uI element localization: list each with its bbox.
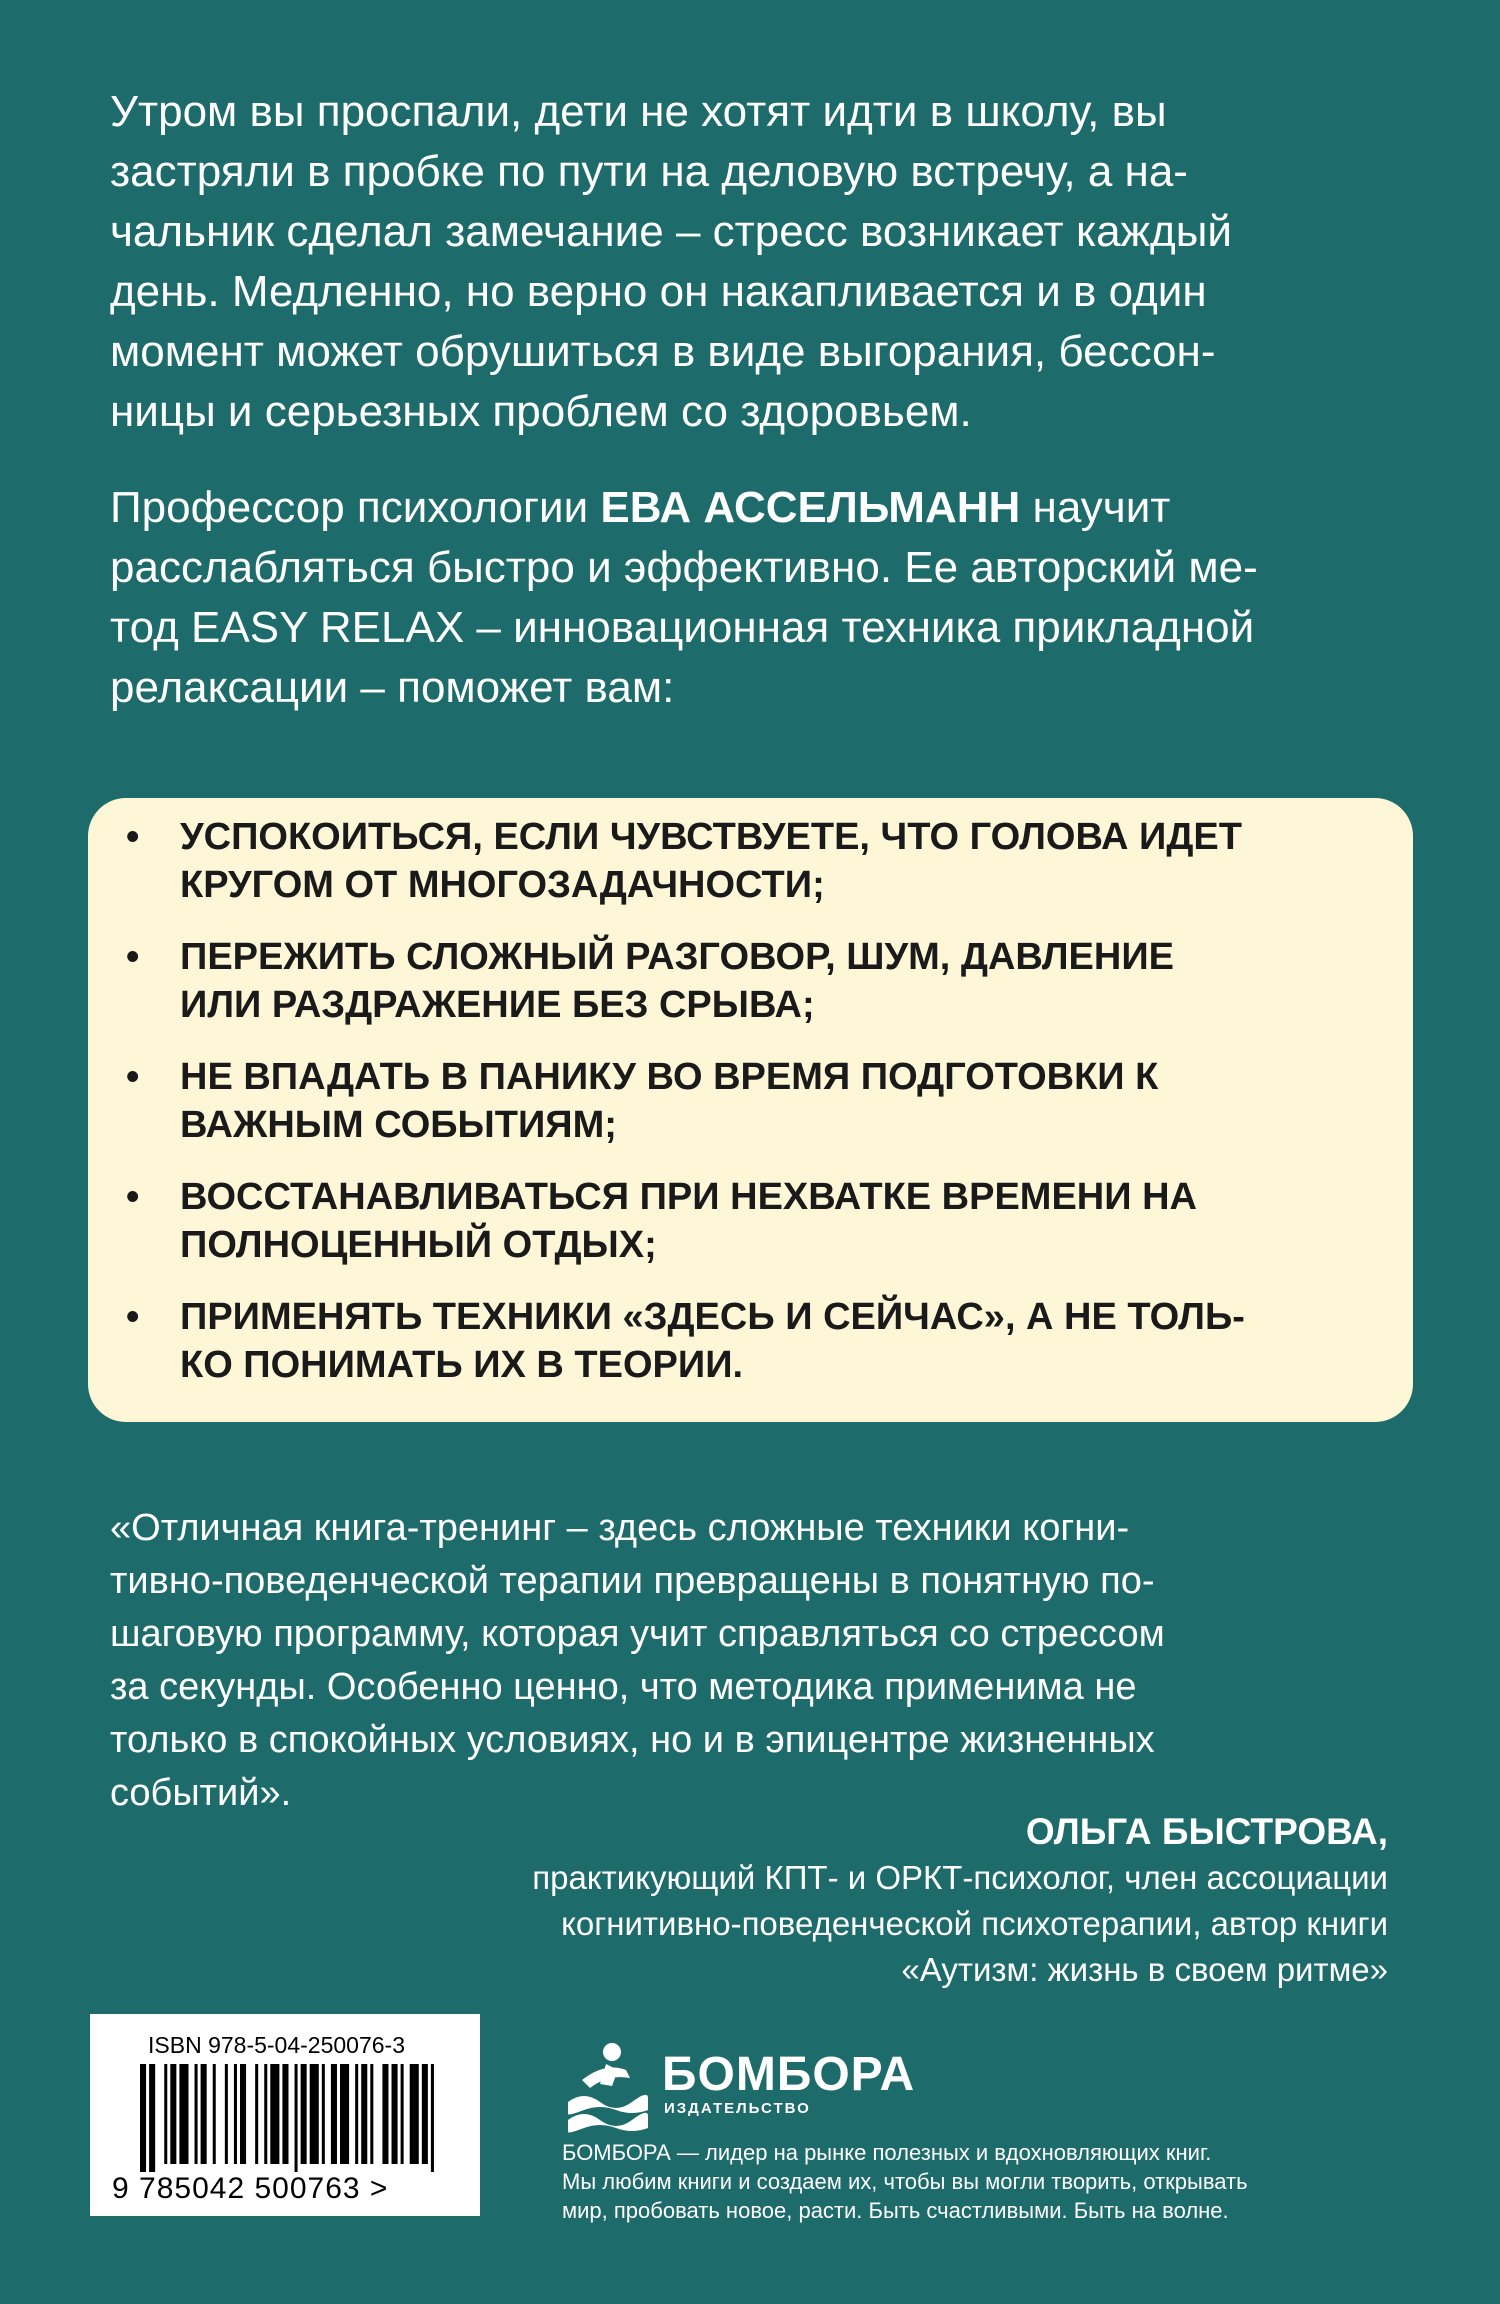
barcode-bar <box>295 2064 298 2172</box>
intro-line: ницы и серьезных проблем со здоровьем. <box>110 387 972 436</box>
barcode-bar <box>392 2064 398 2164</box>
barcode-bar <box>179 2064 188 2164</box>
isbn-number: ISBN 978-5-04-250076-3 <box>148 2032 405 2058</box>
author-line: расслабляться быстро и эффективно. Ее авторский ме- <box>110 543 1258 592</box>
barcode-bar <box>382 2064 388 2164</box>
barcode-bar <box>282 2064 288 2164</box>
benefits-box <box>88 798 1413 1422</box>
barcode-bar <box>213 2064 216 2164</box>
publisher-name: БОМБОРА <box>662 2048 916 2101</box>
barcode-bar <box>310 2064 319 2164</box>
intro-paragraph <box>110 82 1390 442</box>
quote-line: только в спокойных условиях, но и в эпицентре жизненных <box>110 1719 1155 1761</box>
credential-line: «Аутизм: жизнь в своем ритме» <box>901 1951 1388 1988</box>
barcode-bar <box>149 2064 155 2172</box>
barcode-bar <box>401 2064 404 2164</box>
quote-line: событий». <box>110 1772 292 1814</box>
reviewer-credentials <box>532 1855 1388 1993</box>
barcode-bar <box>140 2064 146 2172</box>
barcode-icon <box>140 2064 440 2172</box>
intro-line: момент может обрушиться в виде выгорания, бессон- <box>110 327 1216 376</box>
intro-line: чальник сделал замечание – стресс возникает каждый <box>110 207 1232 256</box>
benefit-line: ПРИМЕНЯТЬ ТЕХНИКИ «ЗДЕСЬ И СЕЙЧАС», А НЕ ТОЛЬ- <box>180 1296 1245 1338</box>
barcode-bar <box>170 2064 176 2164</box>
bombora-wave-surfer-icon <box>560 2040 650 2140</box>
bullet-icon: • <box>126 816 140 858</box>
benefit-line: ВАЖНЫМ СОБЫТИЯМ; <box>180 1104 617 1146</box>
bullet-icon: • <box>126 1056 140 1098</box>
blurb-line: БОМБОРА — лидер на рынке полезных и вдохновляющих книг. <box>562 2140 1212 2165</box>
quote-line: шаговую программу, которая учит справляться со стрессом <box>110 1613 1165 1655</box>
benefit-item <box>126 1053 1373 1149</box>
barcode-bar <box>331 2064 337 2164</box>
author-paragraph <box>110 478 1390 718</box>
barcode-bar <box>340 2064 349 2164</box>
barcode-bar <box>431 2064 434 2172</box>
reviewer-name: ОЛЬГА БЫСТРОВА, <box>1025 1811 1388 1852</box>
author-line-first <box>110 478 1390 538</box>
author-intro-text-after: научит <box>1032 483 1171 532</box>
barcode-bar <box>422 2064 428 2164</box>
publisher-blurb <box>562 2138 1248 2225</box>
barcode-bar <box>201 2064 207 2164</box>
reviewer-attribution <box>532 1809 1388 1993</box>
author-name: ЕВА АССЕЛЬМАНН <box>600 483 1021 532</box>
barcode-bar <box>255 2064 258 2164</box>
credential-line: практикующий КПТ- и ОРКТ-психолог, член ассоциации <box>532 1859 1388 1896</box>
barcode-bar <box>225 2064 228 2164</box>
quote-line: тивно-поведенческой терапии превращены в понятную по- <box>110 1560 1155 1602</box>
barcode-bar <box>240 2064 246 2164</box>
isbn-barcode <box>90 2014 480 2216</box>
credential-line: когнитивно-поведенческой психотерапии, автор книги <box>561 1905 1388 1942</box>
intro-line: Утром вы проспали, дети не хотят идти в школу, вы <box>110 87 1167 136</box>
barcode-bar <box>234 2064 237 2164</box>
benefit-line: КРУГОМ ОТ МНОГОЗАДАЧНОСТИ; <box>180 864 825 906</box>
barcode-bar <box>355 2064 358 2164</box>
benefit-item <box>126 813 1373 909</box>
quote-line: «Отличная книга-тренинг – здесь сложные техники когни- <box>110 1507 1130 1549</box>
author-line: релаксации – поможет вам: <box>110 663 675 712</box>
barcode-bar <box>322 2064 325 2164</box>
benefit-line: УСПОКОИТЬСЯ, ЕСЛИ ЧУВСТВУЕТЕ, ЧТО ГОЛОВА ИДЕТ <box>180 816 1242 858</box>
barcode-bar <box>361 2064 367 2164</box>
blurb-line: мир, пробовать новое, расти. Быть счастливыми. Быть на волне. <box>562 2198 1229 2223</box>
publisher-subtitle: ИЗДАТЕЛЬСТВО <box>664 2100 811 2117</box>
author-line: тод EASY RELAX – инновационная техника прикладной <box>110 603 1255 652</box>
author-intro-text: Профессор психологии <box>110 483 589 532</box>
intro-line: застряли в пробке по пути на деловую встречу, а на- <box>110 147 1188 196</box>
barcode-bar <box>164 2064 167 2164</box>
benefit-item <box>126 1293 1373 1389</box>
barcode-bar <box>264 2064 267 2164</box>
benefit-line: НЕ ВПАДАТЬ В ПАНИКУ ВО ВРЕМЯ ПОДГОТОВКИ К <box>180 1056 1159 1098</box>
barcode-digits: 9 785042 500763 > <box>112 2172 389 2205</box>
benefit-item <box>126 933 1373 1029</box>
bullet-icon: • <box>126 1296 140 1338</box>
bullet-icon: • <box>126 1176 140 1218</box>
benefit-line: ВОССТАНАВЛИВАТЬСЯ ПРИ НЕХВАТКЕ ВРЕМЕНИ НА <box>180 1176 1198 1218</box>
benefit-line: ИЛИ РАЗДРАЖЕНИЕ БЕЗ СРЫВА; <box>180 984 815 1026</box>
blurb-line: Мы любим книги и создаем их, чтобы вы могли творить, открывать <box>562 2169 1248 2194</box>
barcode-bar <box>301 2064 307 2164</box>
barcode-bar <box>270 2064 279 2164</box>
benefit-line: ПЕРЕЖИТЬ СЛОЖНЫЙ РАЗГОВОР, ШУМ, ДАВЛЕНИЕ <box>180 936 1174 978</box>
barcode-bar <box>410 2064 419 2164</box>
benefit-item <box>126 1173 1373 1269</box>
barcode-bar <box>195 2064 198 2164</box>
quote-line: за секунды. Особенно ценно, что методика применима не <box>110 1666 1137 1708</box>
benefit-line: ПОЛНОЦЕННЫЙ ОТДЫХ; <box>180 1224 657 1266</box>
barcode-bar <box>370 2064 373 2164</box>
bullet-icon: • <box>126 936 140 978</box>
review-quote <box>110 1502 1390 1820</box>
intro-line: день. Медленно, но верно он накапливается и в один <box>110 267 1207 316</box>
benefit-line: КО ПОНИМАТЬ ИХ В ТЕОРИИ. <box>180 1344 744 1386</box>
